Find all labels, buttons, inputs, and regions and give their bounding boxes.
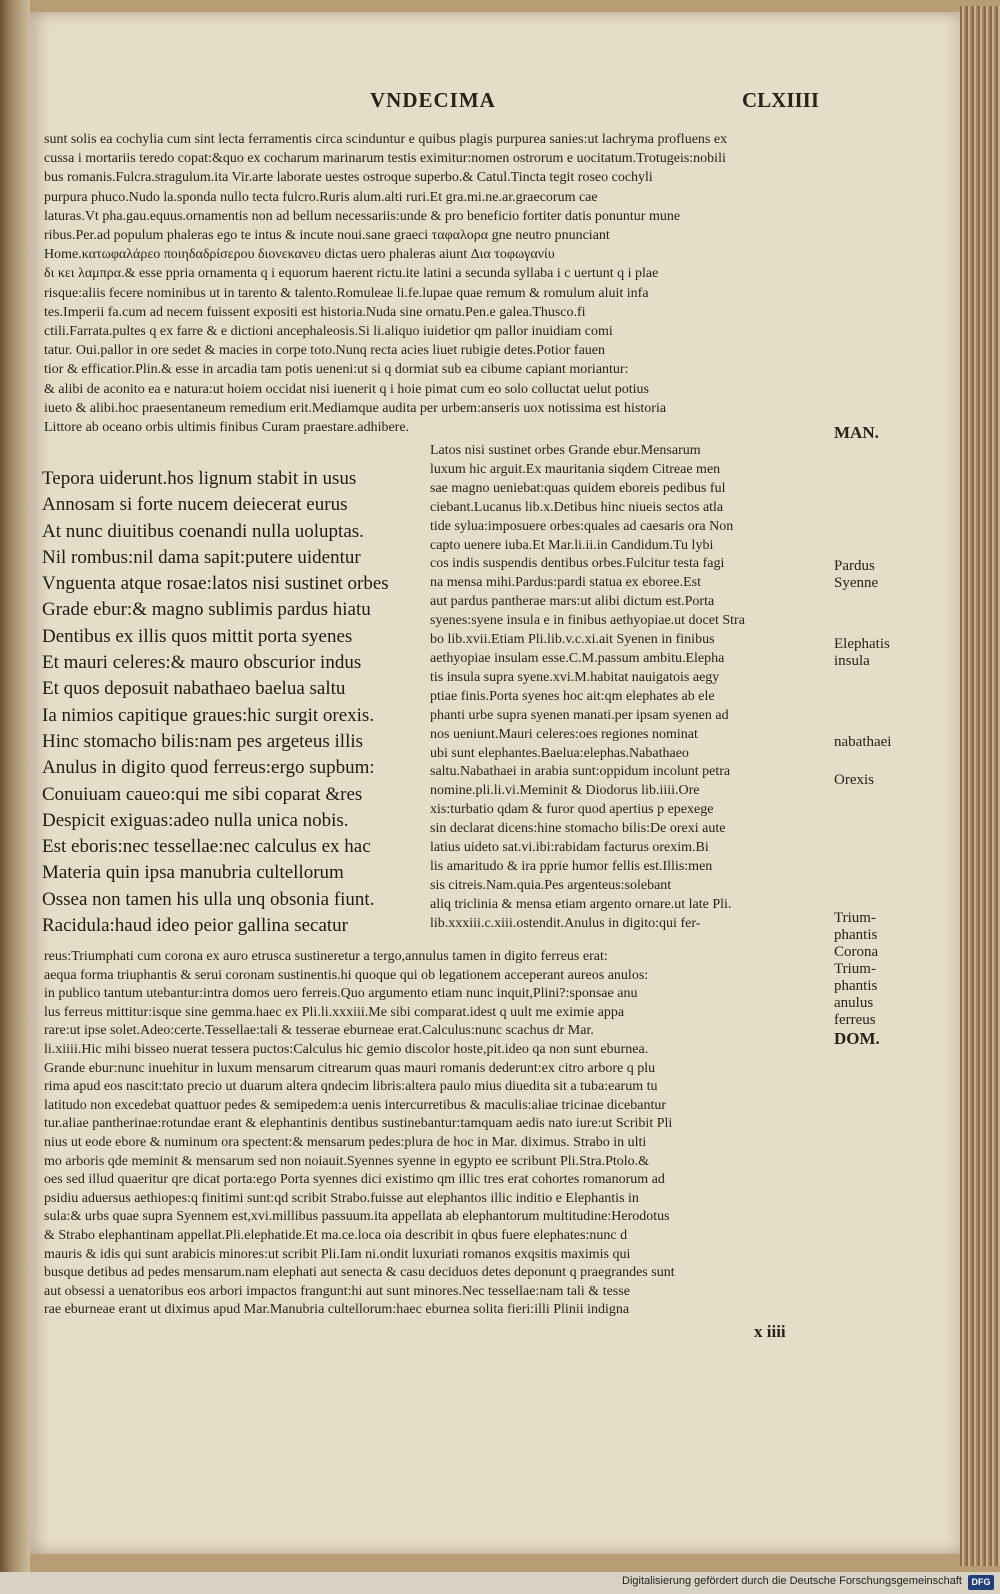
commentary-line: latius uideto sat.vi.ibi:rabidam facturus orexim.Bi xyxy=(430,840,709,856)
commentary-line: lib.xxxiii.c.xiii.ostendit.Anulus in digito:qui fer- xyxy=(430,915,701,931)
verse-line: Grade ebur:& magno sublimis pardus hiatu xyxy=(42,599,371,621)
commentary-line: sae magno ueniebat:quas quidem eboreis pedibus ful xyxy=(430,480,726,496)
commentary-line: Home.κατωφαλάρεο ποιηδαδρίσερου διονεκανευ dictas uero phaleras aiunt Δια τοφωγανίυ xyxy=(44,247,555,263)
verse-line: Tepora uiderunt.hos lignum stabit in usus xyxy=(42,468,357,489)
commentary-line: aut pardus pantherae mars:ut alibi dictum est.Porta xyxy=(430,594,715,610)
commentary-line: li.xiiii.Hic mihi bisseo nuerat tessera puctos:Calculus hic gemio discolor hoste,pit.ideo qa non sunt eburnea. xyxy=(44,1041,649,1057)
margin-note-orexis: Orexis xyxy=(834,772,874,788)
margin-note-dom: DOM. xyxy=(834,1029,880,1048)
verse-line: Anulus in digito quod ferreus:ergo supbum: xyxy=(42,757,375,779)
commentary-line: ribus.Per.ad populum phaleras ego te intus & incute noui.sane graeci ταφαλορα gne neutro pnunciant xyxy=(44,228,610,244)
verse-line: At nunc diuitibus coenandi nulla uoluptas. xyxy=(42,520,364,542)
commentary-line: sin declarat dicens:hine stomacho bilis:De orexi aute xyxy=(430,821,726,837)
page-fore-edge xyxy=(960,6,1000,1566)
commentary-line: tide sylua:imposuere orbes:quales ad caesaris ora Non xyxy=(430,518,734,534)
commentary-line: tes.Imperii fa.cum ad necem fuissent expositi est historia.Nuda sine ornatu.Pen.e galea.Thusco.fi xyxy=(44,304,586,320)
commentary-line: ciebant.Lucanus lib.x.Detibus hinc niueis sectos atla xyxy=(430,499,724,515)
commentary-line: tur.aliae pantherinae:rotundae erant & elephantinis dentibus sustinebantur:tamquam aedis nato iure:ut Scribit Pli xyxy=(44,1116,673,1132)
commentary-line: cos indis suspendis dentibus orbes.Fulcitur testa fagi xyxy=(430,556,725,572)
commentary-line: iueto & alibi.hoc praesentaneum remedium erit.Mediamque audita per urbem:anseris uox notissima est historia xyxy=(44,400,667,416)
verse-line: Dentibus ex illis quos mittit porta syenes xyxy=(42,625,353,647)
commentary-line: bo lib.xvii.Etiam Pli.lib.v.c.xi.ait Syenen in finibus xyxy=(430,632,715,648)
commentary-line: saltu.Nabathaei in arabia sunt:oppidum incolunt petra xyxy=(430,764,731,780)
commentary-line: tatur. Oui.pallor in ore sedet & macies in corpe toto.Nunq recta acies liuet rubigie detes.Potior fauen xyxy=(44,343,605,359)
margin-note-triumph: Trium- phantis Corona Trium- phantis anulus ferreus xyxy=(834,910,879,1028)
commentary-line: rima apud eos nascit:tato precio ut duarum altera qndecim libris:altera paulo mius diuedita sit a tuba:earum tu xyxy=(44,1079,658,1095)
commentary-line: busque detibus ad pedes mensarum.nam elephati aut senecta & casu deciduos detes deponunt q praegrandes sunt xyxy=(44,1265,675,1281)
verse-line: Et quos deposuit nabathaeo baelua saltu xyxy=(42,678,346,700)
commentary-line: sis citreis.Nam.quia.Pes argenteus:solebant xyxy=(430,877,672,893)
commentary-line: cussa i mortariis teredo copat:&quo ex cocharum marinarum testis eximitur:nomen ostrorum e uocitatum.Trotugeis:nobili xyxy=(44,151,726,167)
verse-line: Est eboris:nec tessellae:nec calculus ex hac xyxy=(42,836,371,858)
commentary-line: in publico tantum utebantur:intra domos uero ferreis.Quo argumento etiam nunc inquit,Plini?:sponsae anu xyxy=(44,986,638,1002)
commentary-line: aequa forma triuphantis & serui coronam sustinentis.hi quoque qui ob legationem acceperant aureos anulos: xyxy=(44,967,649,983)
commentary-line: aethyopiae insulam esse.C.M.passum ambitu.Elepha xyxy=(430,650,725,666)
commentary-line: nomine.pli.li.vi.Meminit & Diodorus lib.iiii.Ore xyxy=(430,783,700,799)
commentary-line: oes sed illud quaeritur qre dicat porta:ego Porta syennes dici existimo qm illic tres erat cohortes romanorum ad xyxy=(44,1172,665,1188)
commentary-right xyxy=(430,442,828,934)
commentary-line: purpura phuco.Nudo la.sponda nullo tecta fulcro.Ruris alum.alti ruri.Et gra.mi.ne.ar.graecorum cae xyxy=(44,189,598,205)
commentary-line: tis insula supra syene.xvi.M.habitat nauigatois aegy xyxy=(430,669,720,685)
commentary-line: sunt solis ea cochylia cum sint lecta ferramentis circa scinduntur e quibus plagis purpurea sanies:ut lachryma profluens ex xyxy=(44,132,728,147)
verse-line: Vnguenta atque rosae:latos nisi sustinet orbes xyxy=(42,573,389,595)
verse-line: Annosam si forte nucem deiecerat eurus xyxy=(42,494,348,516)
margin-note-man: MAN. xyxy=(834,423,879,442)
commentary-line: sula:& urbs quae supra Syennem est,xvi.millibus passuum.ita appellata ab elephantorum multitudine:Herodotus xyxy=(44,1209,670,1225)
commentary-line: na mensa mihi.Pardus:pardi statua ex eboree.Est xyxy=(430,575,701,591)
commentary-line: lus ferreus mittitur:isque sine gemma.haec ex Pli.li.xxxiii.Me sibi comparat.idest q uult me eximie appa xyxy=(44,1004,625,1020)
commentary-line: tior & efficatior.Plin.& esse in arcadia tam potis ueneni:ut si q dormiat sub ea cibume capiant moriantur: xyxy=(44,362,629,378)
commentary-line: risque:aliis fecere nominibus ut in tarento & talento.Romuleae li.fe.lupae quae remum & romulum aluit infa xyxy=(44,285,649,301)
verse-line: Ossea non tamen his ulla unq obsonia fiunt. xyxy=(42,888,375,910)
verse-line: Materia quin ipsa manubria cultellorum xyxy=(42,862,344,884)
verse-line: Hinc stomacho bilis:nam pes argeteus illis xyxy=(42,730,364,752)
commentary-line: reus:Triumphati cum corona ex auro etrusca sustineretur a tergo,annulus tamen in digito ferreus erat: xyxy=(44,949,608,964)
commentary-line: latitudo non excedebat quattuor pedes & semipedem:a uenis intercurretibus & maculis:aliae tricinae dicebantur xyxy=(44,1097,667,1113)
commentary-line: ubi sunt elephantes.Baelua:elephas.Nabathaeo xyxy=(430,745,689,761)
footer-credit: Digitalisierung gefördert durch die Deutsche Forschungsgemeinschaft xyxy=(622,1575,962,1587)
digitization-footer xyxy=(0,1572,1000,1594)
running-head: VNDECIMA xyxy=(370,88,496,112)
commentary-line: capto uenere iuba.Et Mar.li.ii.in Candidum.Tu lybi xyxy=(430,537,714,553)
commentary-line: xis:turbatio qdam & furor quod apertius p epexege xyxy=(430,802,714,818)
commentary-line: Littore ab oceano orbis ultimis finibus Curam praestare.adhibere. xyxy=(44,420,410,436)
commentary-top xyxy=(44,130,834,437)
margin-note-elephantis: Elephatis insula xyxy=(834,636,890,669)
verse-block xyxy=(42,466,432,939)
commentary-line: laturas.Vt pha.gau.equus.ornamentis non ad bellum necessariis:unde & pro beneficio fortiter datis ponuntur mune xyxy=(44,208,681,224)
verse-line: Despicit exiguas:adeo nulla unica nobis. xyxy=(42,809,349,831)
commentary-line: lis amaritudo & ira pprie humor fellis est.Illis:men xyxy=(430,858,713,874)
commentary-line: luxum hic arguit.Ex mauritania siqdem Citreae men xyxy=(430,461,721,477)
margin-note-pardus: Pardus Syenne xyxy=(834,558,879,591)
commentary-bottom xyxy=(44,948,834,1320)
commentary-line: rare:ut ipse solet.Adeo:certe.Tessellae:tali & tesserae eburneae erat.Calculus:nunc scachus dr Mar. xyxy=(44,1023,594,1039)
commentary-line: mo arboris qde meminit & mensarum sed non noiauit.Syennes syenne in egypto ee scribunt Pli.Stra.Ptolo.& xyxy=(44,1153,650,1169)
commentary-line: δι κει λαμπρα.& esse ppria ornamenta q i equorum haerent rictu.ite latini a secunda syllaba i c uertunt q i plae xyxy=(44,266,659,282)
verse-line: Ia nimios capitique graues:hic surgit orexis. xyxy=(42,704,375,726)
commentary-line: psidiu aduersus aethiopes:q finitimi sunt:qd scribit Strabo.fuisse aut elephantos illic inditio e Elephantis in xyxy=(44,1190,639,1206)
verse-line: Conuiuam caueo:qui me sibi coparat &res xyxy=(42,783,363,805)
commentary-line: aut obsessi a uenatoribus eos arbori impactos frangunt:hi aut sunt minores.Nec tessellae:nam tali & tesse xyxy=(44,1283,630,1299)
commentary-line: syenes:syene insula e in finibus aethyopiae.ut docet Stra xyxy=(430,613,745,629)
facing-page-edge xyxy=(0,0,30,1572)
verse-line: Racidula:haud ideo peior gallina secatur xyxy=(42,915,348,937)
commentary-line: mauris & idis qui sunt arabicis minores:ut scribit Pli.Iam ni.ondit luxuriati romanos exqsitis maximis qui xyxy=(44,1246,631,1262)
verse-line: Nil rombus:nil dama sapit:putere uidentur xyxy=(42,546,361,568)
commentary-line: Latos nisi sustinet orbes Grande ebur.Mensarum xyxy=(430,443,701,458)
dfg-logo: DFG xyxy=(968,1575,994,1590)
signature-mark: x iiii xyxy=(754,1322,786,1341)
folio-number: CLXIIII xyxy=(742,88,820,112)
commentary-line: phanti urbe supra syenen manati.per ipsam syenen ad xyxy=(430,707,729,723)
commentary-line: rae eburneae erant ut diximus apud Mar.Manubria cultellorum:haec eburnea solita fieri:illi Plinii indigna xyxy=(44,1302,630,1318)
commentary-line: ctili.Farrata.pultes q ex farre & e dictioni ancephaleosis.Si li.aliquo iuidetior qm pallor inuidiam comi xyxy=(44,324,613,340)
commentary-line: & Strabo elephantinam appellat.Pli.elephatide.Et ma.ce.loca oia describit in qbus fuere elephates:nunc d xyxy=(44,1227,628,1243)
commentary-line: nos ueniunt.Mauri celeres:oes regiones nominat xyxy=(430,726,698,742)
commentary-line: ptiae finis.Porta syenes hoc ait:qm elephates ab ele xyxy=(430,688,715,704)
verse-line: Et mauri celeres:& mauro obscurior indus xyxy=(42,652,362,674)
commentary-line: bus romanis.Fulcra.stragulum.ita Vir.arte laborate uestes ostroque superbo.& Catul.Tincta tegit roseo cochyli xyxy=(44,170,653,186)
commentary-line: Grande ebur:nunc inuehitur in luxum mensarum citrearum quas mauri romanis dederunt:ex citro arbore q plu xyxy=(44,1060,656,1076)
commentary-line: nius ut eode ebore & numinum ora spectent:& mensarum pedes:plura de hoc in Mar. diximus. Strabo in ulti xyxy=(44,1134,647,1150)
commentary-line: & alibi de aconito ea e natura:ut hoiem occidat nisi iuenerit q i hoie pimat cum eo solo colluctat uelut potius xyxy=(44,381,649,397)
margin-note-nabathaei: nabathaei xyxy=(834,734,892,750)
commentary-line: aliq triclinia & mensa etiam argento ornare.ut late Pli. xyxy=(430,896,732,912)
